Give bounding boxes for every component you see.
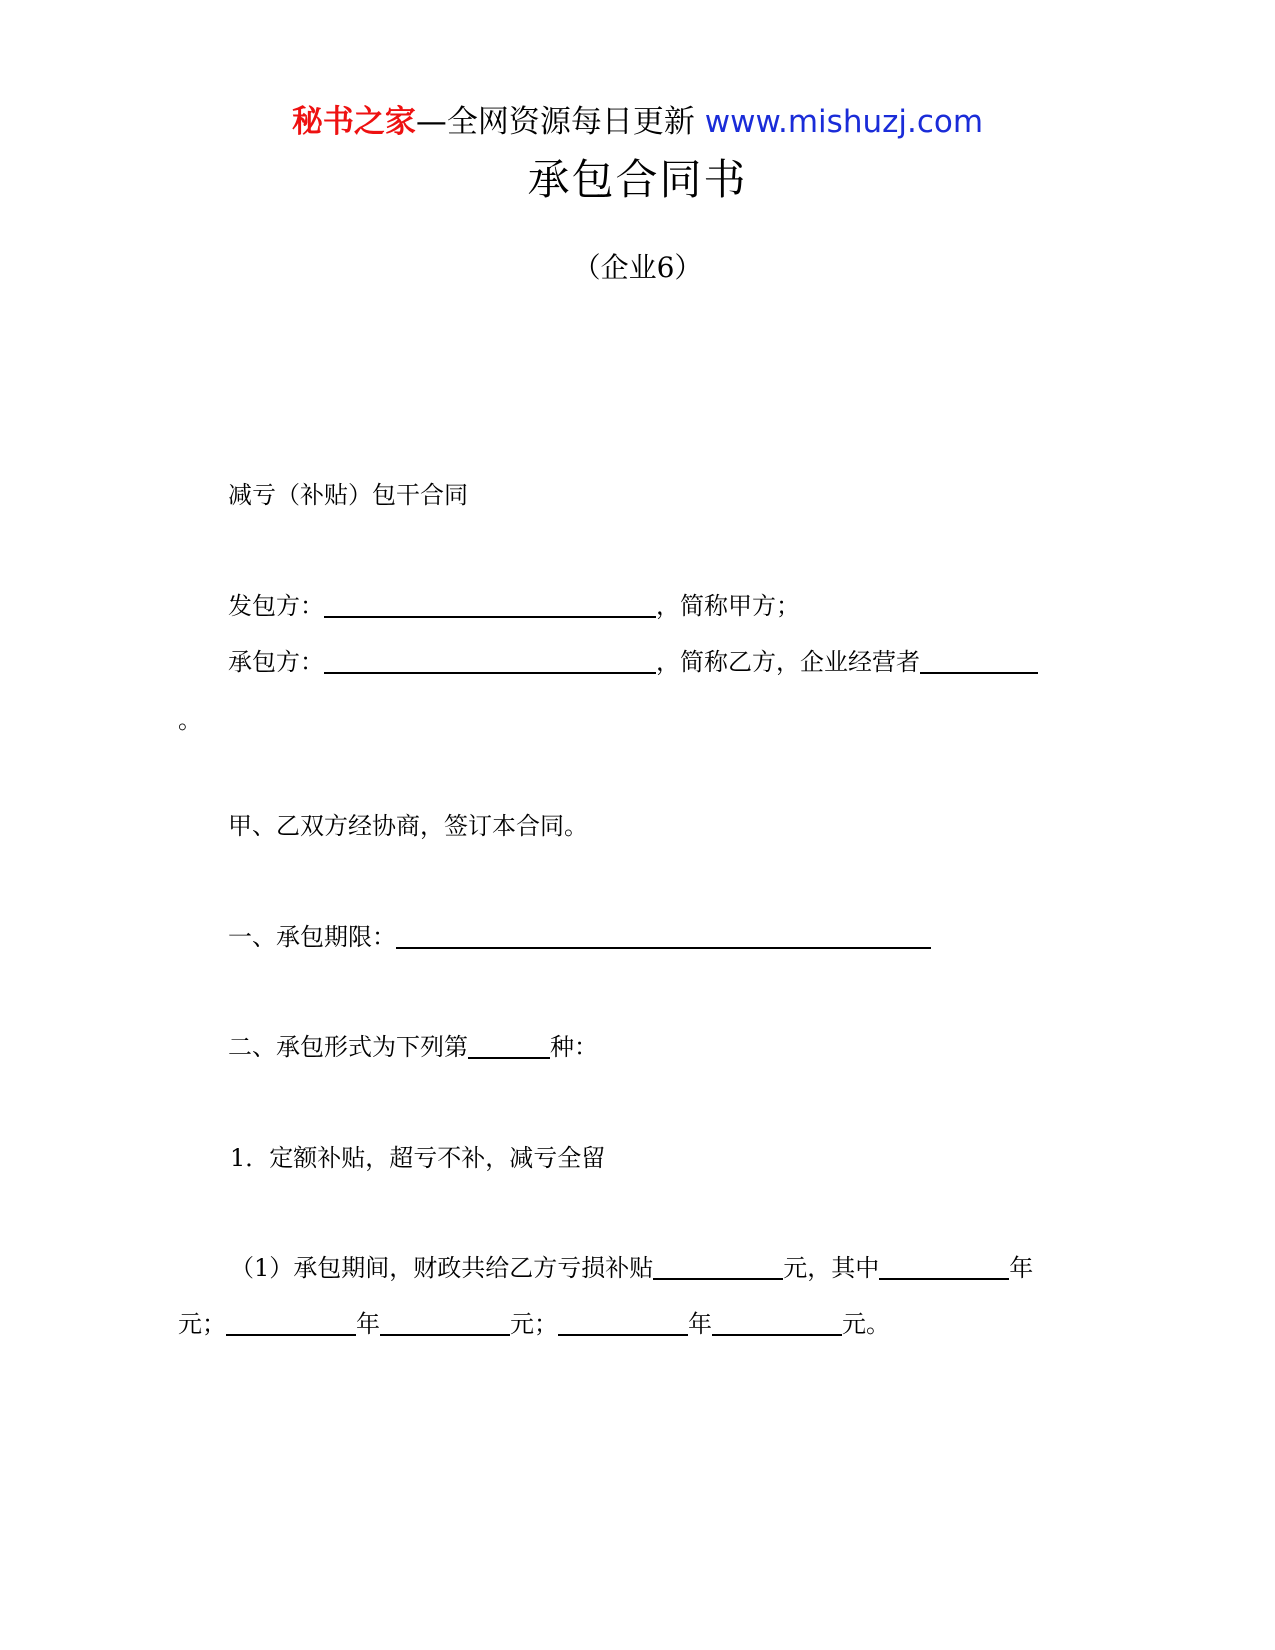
contractor-suffix: ，简称乙方，企业经营者 (656, 648, 920, 676)
issuer-line (228, 589, 800, 623)
manager-blank[interactable] (920, 646, 1038, 674)
issuer-suffix: ，简称甲方； (656, 592, 800, 620)
term-line (228, 920, 931, 954)
amount-3-blank[interactable] (712, 1308, 842, 1336)
agreement-line: 甲、乙双方经协商，签订本合同。 (228, 812, 588, 840)
item-1: 1．定额补贴，超亏不补，减亏全留 (230, 1144, 606, 1172)
issuer-blank[interactable] (324, 590, 656, 618)
form-prefix: 二、承包形式为下列第 (228, 1033, 468, 1061)
form-line (228, 1030, 598, 1064)
year-label-1: 年 (1009, 1254, 1034, 1282)
year-3-blank[interactable] (558, 1308, 688, 1336)
year-1-blank[interactable] (879, 1252, 1009, 1280)
yuan-end: 元。 (842, 1310, 890, 1338)
site-banner (0, 100, 1275, 144)
qizhong-label: ，其中 (807, 1254, 880, 1282)
subsidy-line-2 (178, 1307, 890, 1341)
period-mark: 。 (178, 706, 202, 734)
form-blank[interactable] (468, 1031, 550, 1059)
yuan-semicolon-1: 元； (510, 1310, 558, 1338)
contract-heading: 减亏（补贴）包干合同 (228, 481, 468, 509)
amount-2-blank[interactable] (380, 1308, 510, 1336)
form-suffix: 种： (550, 1033, 598, 1061)
banner-slogan: —全网资源每日更新 (415, 104, 695, 140)
brand-name: 秘书之家 (291, 104, 416, 140)
year-label-3: 年 (688, 1310, 712, 1338)
term-label: 一、承包期限： (228, 923, 396, 951)
issuer-label: 发包方： (228, 592, 324, 620)
yuan-label: 元 (783, 1254, 808, 1282)
document-subtitle: （企业6） (572, 251, 703, 284)
term-blank[interactable] (396, 921, 931, 949)
total-subsidy-blank[interactable] (653, 1252, 783, 1280)
document-title: 承包合同书 (527, 155, 748, 204)
contractor-blank[interactable] (324, 646, 656, 674)
year-label-2: 年 (356, 1310, 380, 1338)
year-2-blank[interactable] (226, 1308, 356, 1336)
site-url[interactable]: www.mishuzj.com (704, 104, 984, 140)
subsidy-prefix: （1）承包期间，财政共给乙方亏损补贴 (230, 1254, 654, 1282)
yuan-semicolon-0: 元； (178, 1310, 226, 1338)
subsidy-line-1 (230, 1251, 1033, 1285)
contractor-line (228, 645, 1038, 679)
contractor-label: 承包方： (228, 648, 324, 676)
